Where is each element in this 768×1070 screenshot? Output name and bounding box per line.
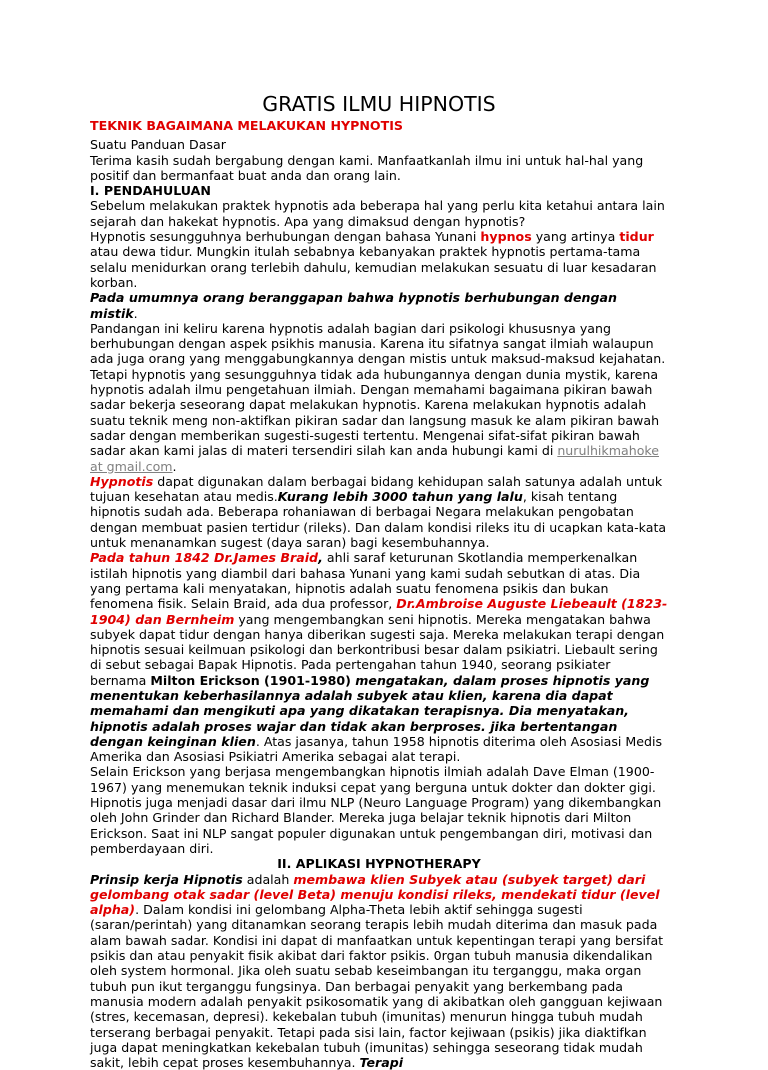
document-content bbox=[90, 90, 668, 1070]
section-1-paragraph-8: Hipnotis juga menjadi dasar dari ilmu NLP (Neuro Language Program) yang dikembangkan oleh John Grinder dan Richard Blander. Mereka juga belajar teknik hipnotis dari Milton Erickson. Saat ini NLP sangat populer digunakan untuk pengembangan diri, motivasi dan pemberdayaan diri. bbox=[90, 795, 662, 856]
section-1-paragraph-4 bbox=[90, 321, 668, 474]
text-run: . Atas jasanya, tahun 1958 hipnotis diterima oleh Asosiasi Medis Amerika dan Asosiasi Psikiatri Amerika sebagai alat terapi. bbox=[90, 733, 663, 765]
text-run: . bbox=[133, 305, 138, 321]
intro-line-1: Suatu Panduan Dasar bbox=[90, 137, 226, 153]
emphasis-text: Pada umumnya orang beranggapan bahwa hypnotis berhubungan dengan mistik bbox=[90, 290, 617, 321]
section-2-heading: II. APLIKASI HYPNOTHERAPY bbox=[277, 856, 481, 872]
text-run: , bbox=[318, 550, 323, 566]
emphasis-text: mengatakan, dalam proses hipnotis yang menentukan keberhasilannya adalah subyek atau klien, karena dia dapat memahami dan mengikuti apa yang dikatakan terapisnya. Dia menyatakan, hipnotis adalah proses wajar dan tidak akan berproses. jika bertentangan dengan keinginan klien bbox=[90, 672, 650, 749]
section-1-paragraph-2 bbox=[90, 229, 668, 290]
text-run: adalah bbox=[242, 871, 294, 887]
highlight-principle: membawa klien Subyek atau (subyek target) dari gelombang otak sadar (level Beta) menuju kondisi rileks, mendekati tidur (level alpha) bbox=[90, 871, 660, 918]
document-title: GRATIS ILMU HIPNOTIS bbox=[262, 92, 496, 116]
emphasis-text: Prinsip kerja Hipnotis bbox=[90, 871, 243, 887]
text-run: . bbox=[172, 458, 177, 474]
text-run: dapat digunakan dalam berbagai bidang kehidupan salah satunya adalah untuk tujuan kesehatan atau medis. bbox=[90, 473, 663, 505]
highlight-braid: Pada tahun 1842 Dr.James Braid bbox=[90, 550, 319, 566]
section-1-paragraph-6 bbox=[90, 550, 668, 764]
section-1-paragraph-3 bbox=[90, 290, 668, 321]
email-link[interactable]: nurulhikmahoke at gmail.com bbox=[90, 443, 659, 474]
highlight-liebeault: Dr.Ambroise Auguste Liebeault (1823-1904) dan Bernheim bbox=[90, 596, 668, 627]
text-run: ahli saraf keturunan Skotlandia memperkenalkan istilah hipnotis yang diambil dari bahasa Yunani yang kami sudah sebutkan di atas. Dia yang pertama kali menyatakan, hipnotis adalah suatu fenomena psikis dan bukan fenomena fisik. Selain Braid, ada dua professor, bbox=[90, 550, 641, 612]
section-2-paragraph-1 bbox=[90, 872, 668, 1070]
emphasis-erickson: Milton Erickson (1901-1980) bbox=[150, 672, 351, 688]
text-run: yang mengembangkan seni hipnotis. Mereka mengatakan bahwa subyek dapat tidur dengan hanya diberikan sugesti saja. Mereka melakukan terapi dengan hipnotis sesuai keilmuan psikologi dan berkontribusi besar dalam psikiatri. Liebault sering di sebut sebagai Bapak Hipnotis. Pada pertengahan tahun 1940, seorang psikiater bernama bbox=[90, 611, 665, 688]
section-1-paragraph-7: Selain Erickson yang berjasa mengembangkan hipnotis ilmiah adalah Dave Elman (1900-1967) yang menemukan teknik induksi cepat yang berguna untuk dokter dan dokter gigi. bbox=[90, 764, 656, 795]
text-run: atau dewa tidur. Mungkin itulah sebabnya kebanyakan praktek hypnotis pertama-tama selalu menidurkan orang terlebih dahulu, kemudian melakukan sesuatu di luar kesadaran korban. bbox=[90, 244, 657, 290]
text-run: , kisah tentang hipnotis sudah ada. Beberapa rohaniawan di berbagai Negara melakukan pengobatan dengan membuat pasien tertidur (rileks). Dan dalam kondisi rileks itu di ucapkan kata-kata untuk menanamkan sugest (daya saran) bagi kesembuhannya. bbox=[90, 489, 667, 551]
emphasis-text: Terapi bbox=[359, 1055, 404, 1070]
text-run: . Dalam kondisi ini gelombang Alpha-Theta lebih aktif sehingga sugesti (saran/perintah) yang ditanamkan seorang terapis lebih mudah diterima dan masuk pada alam bawah sadar. Kondisi ini dapat di manfaatkan untuk kepentingan terapi yang bersifat psikis dan atau penyakit fisik akibat dari faktor psikis. 0rgan tubuh manusia dikendalikan oleh system hormonal. Jika oleh suatu sebab keseimbangan itu terganggu, maka organ tubuh pun ikut terganggu fungsinya. Dan berbagai penyakit yang berkembang pada manusia modern adalah penyakit psikosomatik yang di akibatkan oleh gangguan kejiwaan (stres, kecemasan, depresi). kekebalan tubuh (imunitas) menurun hingga tubuh mudah terserang berbagai penyakit. Tetapi pada sisi lain, factor kejiwaan (psikis) jika diaktifkan juga dapat meningkatkan kekebalan tubuh (imunitas) sehingga seseorang tidak mudah sakit, lebih cepat proses kesembuhannya. bbox=[90, 902, 664, 1070]
intro-line-2: Terima kasih sudah bergabung dengan kami. Manfaatkanlah ilmu ini untuk hal-hal yang positif dan bermanfaat buat anda dan orang lain. bbox=[90, 152, 644, 183]
highlight-hypnos: hypnos bbox=[480, 229, 532, 245]
section-1-paragraph-5 bbox=[90, 474, 668, 550]
highlight-hypnotis: Hypnotis bbox=[90, 473, 154, 489]
document-subtitle: TEKNIK BAGAIMANA MELAKUKAN HYPNOTIS bbox=[90, 118, 403, 133]
section-1-paragraph-1: Sebelum melakukan praktek hypnotis ada beberapa hal yang perlu kita ketahui antara lain sejarah dan hakekat hypnotis. Apa yang dimaksud dengan hypnotis? bbox=[90, 198, 665, 229]
text-run: Hypnotis sesungguhnya berhubungan dengan bahasa Yunani bbox=[90, 229, 481, 245]
section-1-heading: I. PENDAHULUAN bbox=[90, 183, 211, 199]
text-run: Pandangan ini keliru karena hypnotis adalah bagian dari psikologi khususnya yang berhubungan dengan aspek psikhis manusia. Karena itu sifatnya sangat ilmiah walaupun ada juga orang yang menggabungkannya dengan mistis untuk maksud-maksud kejahatan. Tetapi hypnotis yang sesungguhnya tidak ada hubungannya dengan dunia mystik, karena hypnotis adalah ilmu pengetahuan ilmiah. Dengan memahami bagaimana pikiran bawah sadar bekerja seseorang dapat melakukan hypnotis. Karena melakukan hypnotis adalah suatu teknik meng non-aktifkan pikiran sadar dan langsung masuk ke alam pikiran bawah sadar dengan memberikan sugesti-sugesti tertentu. Mengenai sifat-sifat pikiran bawah sadar akan kami jalas di materi tersendiri silah kan anda hubungi kami di bbox=[90, 320, 666, 459]
highlight-tidur: tidur bbox=[619, 229, 654, 245]
text-run: yang artinya bbox=[531, 229, 620, 245]
emphasis-text: Kurang lebih 3000 tahun yang lalu bbox=[277, 489, 523, 505]
